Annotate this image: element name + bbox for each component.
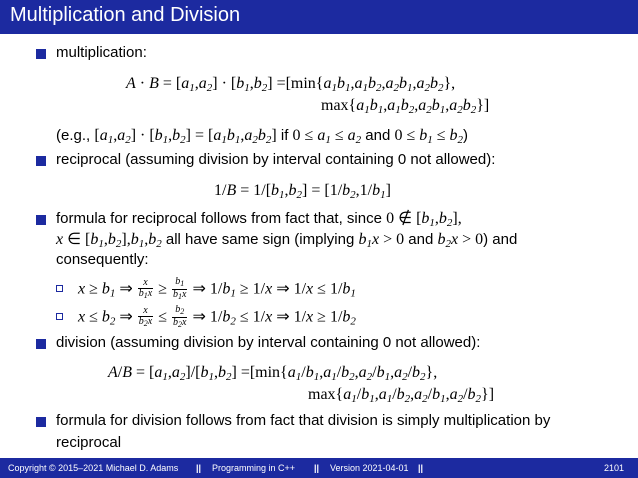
slide-content <box>0 34 638 458</box>
sub-formula-1: $x \ge b_1$ ⇒ $\frac{x}{b_1x}$ ≥ $\frac{b_1}{b_1x}$ ⇒ $1/b_1 \ge 1/x$ ⇒ $1/x \le 1/b_1$ <box>78 276 356 301</box>
sub-bullet-icon <box>56 285 63 292</box>
slide-title: Multiplication and Division <box>10 4 241 26</box>
bullet-reciprocal: reciprocal (assuming division by interval containing 0 not allowed): <box>56 151 496 168</box>
bullet-icon <box>36 417 46 427</box>
footer-version: Version 2021-04-01 <box>330 463 409 473</box>
multiplication-example: (e.g., $[a_1,a_2] \cdot [b_1,b_2] = [a_1b_1,a_2b_2]$ if $0 \le a_1 \le a_2$ and $0 \le b_1 \le b_2$) <box>56 127 469 146</box>
bullet-multiplication: multiplication: <box>56 44 147 61</box>
multiplication-formula-line2: $\max\{a_1b_1,a_1b_2,a_2b_1,a_2b_2\}$] <box>321 97 490 116</box>
bullet-icon <box>36 156 46 166</box>
footer-copyright: Copyright © 2015–2021 Michael D. Adams <box>8 463 179 473</box>
footer-bar <box>0 458 638 478</box>
bullet-icon <box>36 49 46 59</box>
formula-reciprocal-line3: consequently: <box>56 251 149 268</box>
division-formula-line2: $\max\{a_1/b_1,a_1/b_2,a_2/b_1,a_2/b_2\}$] <box>308 386 495 405</box>
bullet-icon <box>36 215 46 225</box>
formula-reciprocal-line2: x ∈ $[b_1,b_2],b_1,b_2$ all have same sign (implying $b_1x > 0$ and $b_2x > 0$) and <box>56 231 518 250</box>
formula-reciprocal-line1: formula for reciprocal follows from fact that, since 0 ∉ $[b_1,b_2]$, <box>56 210 462 229</box>
footer-separator: || <box>196 463 202 473</box>
bullet-icon <box>36 339 46 349</box>
formula-division-line1: formula for division follows from fact that division is simply multiplication by <box>56 412 551 429</box>
sub-formula-2: $x \le b_2$ ⇒ $\frac{x}{b_2x}$ ≤ $\frac{b_2}{b_2x}$ ⇒ $1/b_2 \le 1/x$ ⇒ $1/x \ge 1/b_2$ <box>78 304 356 329</box>
footer-separator: || <box>418 463 424 473</box>
footer-page-number: 2101 <box>604 463 625 473</box>
sub-bullet-icon <box>56 313 63 320</box>
title-bar <box>0 0 638 34</box>
bullet-division: division (assuming division by interval containing 0 not allowed): <box>56 334 481 351</box>
footer-separator: || <box>314 463 320 473</box>
reciprocal-formula: $1/B = 1/[b_1,b_2] = [1/b_2,1/b_1]$ <box>214 182 391 201</box>
formula-division-line2: reciprocal <box>56 434 122 451</box>
division-formula-line1: $A/B = [a_1,a_2]/[b_1,b_2] =[\min\{a_1/b_1,a_1/b_2,a_2/b_1,a_2/b_2\}$, <box>108 364 438 383</box>
footer-course: Programming in C++ <box>212 463 296 473</box>
multiplication-formula-line1: $A \cdot B = [a_1,a_2] \cdot [b_1,b_2] =[\min\{a_1b_1,a_1b_2,a_2b_1,a_2b_2\}$, <box>126 75 456 94</box>
